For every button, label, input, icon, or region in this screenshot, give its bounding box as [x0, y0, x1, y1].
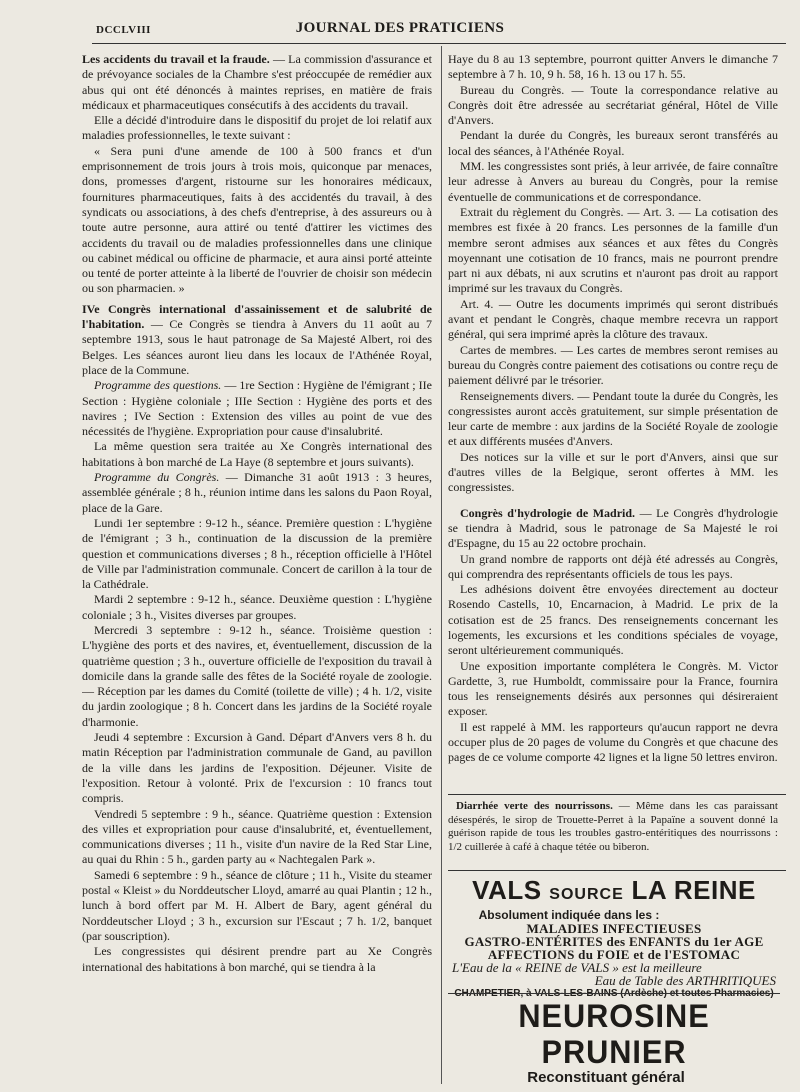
paragraph: Extrait du règlement du Congrès. — Art. 3. — La cotisation des membres est fixée à 20 francs. Les personnes de la famille d'un membre seront admises aux séances et aux fêtes du Congrès moyennant une cotisation de 10 francs, mais ne pourront prendre part ni aux débats, ni aux scrutins et n'auront pas droit au rapport imprimé sur les travaux du Congrès.	[448, 204, 778, 296]
paragraph: Programme du Congrès. — Dimanche 31 août 1913 : 3 heures, assemblée générale ; 8 h., réunion intime dans les salons du Paon Royal, place de la Gare.	[82, 470, 432, 515]
paragraph: Des notices sur la ville et sur le port d'Anvers, ainsi que sur d'autres villes de la Belgique, seront offertes à MM. les congressistes.	[448, 449, 778, 495]
paragraph: Congrès d'hydrologie de Madrid. — Le Congrès d'hydrologie se tiendra à Madrid, sous le patronage de Sa Majesté le roi d'Espagne, du 15 au 22 octobre prochain.	[448, 505, 778, 551]
paragraph: IVe Congrès international d'assainissement et de salubrité de l'habitation. — Ce Congrès se tiendra à Anvers du 11 août au 7 septembre 1913, sous le haut patronage de Sa Majesté Albert, roi des Belges. Les séances auront lieu dans les locaux de l'Athénée Royal, place de la Commune.	[82, 301, 432, 377]
advert-vals	[448, 872, 780, 1000]
advert-vals-address: CHAMPETIER, à VALS-LES-BAINS (Ardèche) et toutes Pharmacies)	[454, 988, 774, 999]
paragraph: Samedi 6 septembre : 9 h., séance de clôture ; 11 h., Visite du steamer postal « Kleist » du Norddeutscher Lloyd, amarré au quai Plantin ; 12 h., lunch à bord offert par M. H. Albert de Bary, agent général du Norddeutscher Lloyd ; 3 h., excursion sur l'Escaut ; 7 h. 1/2, banquet (par souscription).	[82, 867, 432, 943]
paragraph: Les congressistes qui désirent prendre part au Xe Congrès international des habitations à bon marché, qui se tiendra à la	[82, 944, 432, 974]
paragraph: Mercredi 3 septembre : 9-12 h., séance. Troisième question : L'hygiène des ports et des navires, et, éventuellement, discussion de la quatrième question ; 3 h., ouverture officielle de l'exposition du travail à domicile dans la grande salle des fêtes de la Société royale de zoologie. — Réception par les dames du Comité (toilette de ville) ; 4 h. 1/2, visite du jardin zoologique ; 8 h. Concert dans les jardins de la Société royale d'harmonie.	[82, 622, 432, 729]
advert-vals-line: GASTRO-ENTÉRITES des ENFANTS du 1er AGE	[464, 934, 764, 949]
section-rule	[448, 794, 786, 795]
paragraph: Cartes de membres. — Les cartes de membres seront remises au bureau du Congrès contre paiement des cotisations ou contre reçu de paiement délivré par le trésorier.	[448, 342, 778, 388]
left-column	[82, 52, 432, 975]
header-rule	[92, 43, 786, 44]
column-divider	[441, 46, 442, 1084]
advert-vals-line: AFFECTIONS du FOIE et de l'ESTOMAC	[487, 947, 741, 962]
paragraph: Une exposition importante complétera le Congrès. M. Victor Gardette, 3, rue Humboldt, commissaire pour la France, fournira tous les renseignements désirés aux personnes qui désireraient exposer.	[448, 658, 778, 719]
journal-title: JOURNAL DES PRATICIENS	[295, 20, 505, 36]
paragraph: MM. les congressistes sont priés, à leur arrivée, de faire connaître leur adresse à Anvers au bureau du Congrès, pour la remise éventuelle de communications et de correspondance.	[448, 159, 778, 204]
page-header	[0, 0, 800, 46]
paragraph: Vendredi 5 septembre : 9 h., séance. Quatrième question : Extension des villes et expropriation pour cause d'insalubrité, et, éventuellement, communications diverses ; 11 h., visite d'un navire de la Red Star Line, au quai du Rhin : 5 h., garden party au « Nachtegalen Park ».	[82, 806, 432, 867]
note-paragraph: Diarrhée verte des nourrissons. — Même dans les cas paraissant désespérés, le sirop de Trouette-Perret à la Papaïne a souvent donné la guérison rapide de tous les troubles gastro-entéritiques des nourrissons : 1/2 cuillerée à café à chaque tétée ou biberon.	[448, 800, 778, 853]
paragraph: Art. 4. — Outre les documents imprimés qui seront distribués avant et pendant le Congrès, chaque membre recevra un rapport général, qui sera imprimé après la clôture des travaux.	[448, 296, 778, 342]
paragraph: Haye du 8 au 13 septembre, pourront quitter Anvers le dimanche 7 septembre à 7 h. 10, 9 h. 58, 16 h. 13 ou 17 h. 55.	[448, 52, 778, 82]
paragraph: Elle a décidé d'introduire dans le dispositif du projet de loi relatif aux maladies professionnelles, le texte suivant :	[82, 113, 432, 143]
paragraph: Renseignements divers. — Pendant toute la durée du Congrès, les congressistes auront accès gratuitement, sur simple présentation de leur carte de membre : aux jardins de la Société Royale de zoologie et aux différents musées d'Anvers.	[448, 388, 778, 449]
paragraph: Programme des questions. — 1re Section : Hygiène de l'émigrant ; IIe Section : Hygiène coloniale ; IIIe Section : Hygiène des ports et des navires ; IVe Section : Extension des villes au point de vue des nécessités de l'hygiène. Expropriation pour cause d'insalubrité.	[82, 378, 432, 439]
paragraph: Lundi 1er septembre : 9-12 h., séance. Première question : L'hygiène de l'émigrant ; 3 h., continuation de la discussion de la première question et communications diverses ; 8 h., réception officielle à l'Hôtel de Ville par l'administration communale. Concert de carillon à la tour de la Cathédrale.	[82, 515, 432, 592]
advert-vals-line: L'Eau de la « REINE de VALS » est la meilleure	[452, 960, 702, 975]
paragraph: Jeudi 4 septembre : Excursion à Gand. Départ d'Anvers vers 8 h. du matin Réception par l'administration communale de Gand, au pavillon de la ville dans les jardins de l'exposition. Déjeuner. Visite de l'exposition. Retour à volonté. Prix de l'excursion : 10 francs tout compris.	[82, 730, 432, 806]
advert-vals-line: Eau de Table des ARTHRITIQUES	[594, 973, 776, 988]
advert-rule	[448, 870, 786, 871]
page-number: DCCLVIII	[96, 24, 151, 36]
advert-neurosine-title: NEUROSINE PRUNIER	[518, 998, 710, 1070]
paragraph: Les adhésions doivent être envoyées directement au docteur Rosendo Castells, 10, Encarnacion, à Madrid. Le prix de la cotisation est de 25 francs. Des renseignements concernant les logements, les excursions et les conditions spéciales de voyage, seront ultérieurement communiqués.	[448, 582, 778, 658]
quote-paragraph: « Sera puni d'une amende de 100 à 500 francs et d'un emprisonnement de trois jours à trois mois, quiconque par menaces, dons, promesses d'argent, ristourne sur les honoraires médicaux, fournitures pharmaceutiques, faits à des accidentés du travail, à des syndicats ou associations, à des chefs d'entreprise, à des assureurs ou à toute autre personne, aura attiré ou tenté d'attirer les victimes des accidents du travail ou de maladies professionnelles dans une clinique ou cabinet médical ou officine de pharmacie, et aura ainsi porté atteinte ou tenté de porter atteinte à la liberté de l'ouvrier de choisir son médecin ou son pharmacien. »	[82, 143, 432, 296]
paragraph: La même question sera traitée au Xe Congrès international des habitations à bon marché de La Haye (8 septembre et jours suivants).	[82, 439, 432, 469]
paragraph: Bureau du Congrès. — Toute la correspondance relative au Congrès doit être adressée au secrétariat général, Hôtel de Ville d'Anvers.	[448, 82, 778, 128]
paragraph: Les accidents du travail et la fraude. — La commission d'assurance et de prévoyance sociales de la Chambre s'est préoccupée de remédier aux abus qui ont été dénoncés à maintes reprises, en matière de frais médicaux et pharmaceutiques consécutifs à des accidents du travail.	[82, 52, 432, 112]
paragraph: Mardi 2 septembre : 9-12 h., séance. Deuxième question : L'hygiène coloniale ; 3 h., Visites diverses par groupes.	[82, 592, 432, 622]
advert-neurosine-subtitle: Reconstituant général	[527, 1069, 685, 1086]
advert-vals-line: Absolument indiquée dans les :	[478, 908, 660, 922]
paragraph: Un grand nombre de rapports ont déjà été adressés au Congrès, qui comprendra des représentants officiels de tous les pays.	[448, 551, 778, 581]
advert-vals-line: MALADIES INFECTIEUSES	[526, 921, 702, 936]
right-column	[448, 52, 778, 766]
note-diarrhee	[448, 800, 778, 854]
advert-neurosine	[448, 993, 780, 1086]
paragraph: Il est rappelé à MM. les rapporteurs qu'aucun rapport ne devra occuper plus de 20 pages de volume du Congrès et que chacune des pages de ce volume comporte 42 lignes et la ligne 50 lettres environ.	[448, 719, 778, 765]
advert-vals-title: VALS SOURCE LA REINE	[472, 875, 756, 905]
paragraph: Pendant la durée du Congrès, les bureaux seront transférés au local des séances, à l'Athénée Royal.	[448, 128, 778, 158]
